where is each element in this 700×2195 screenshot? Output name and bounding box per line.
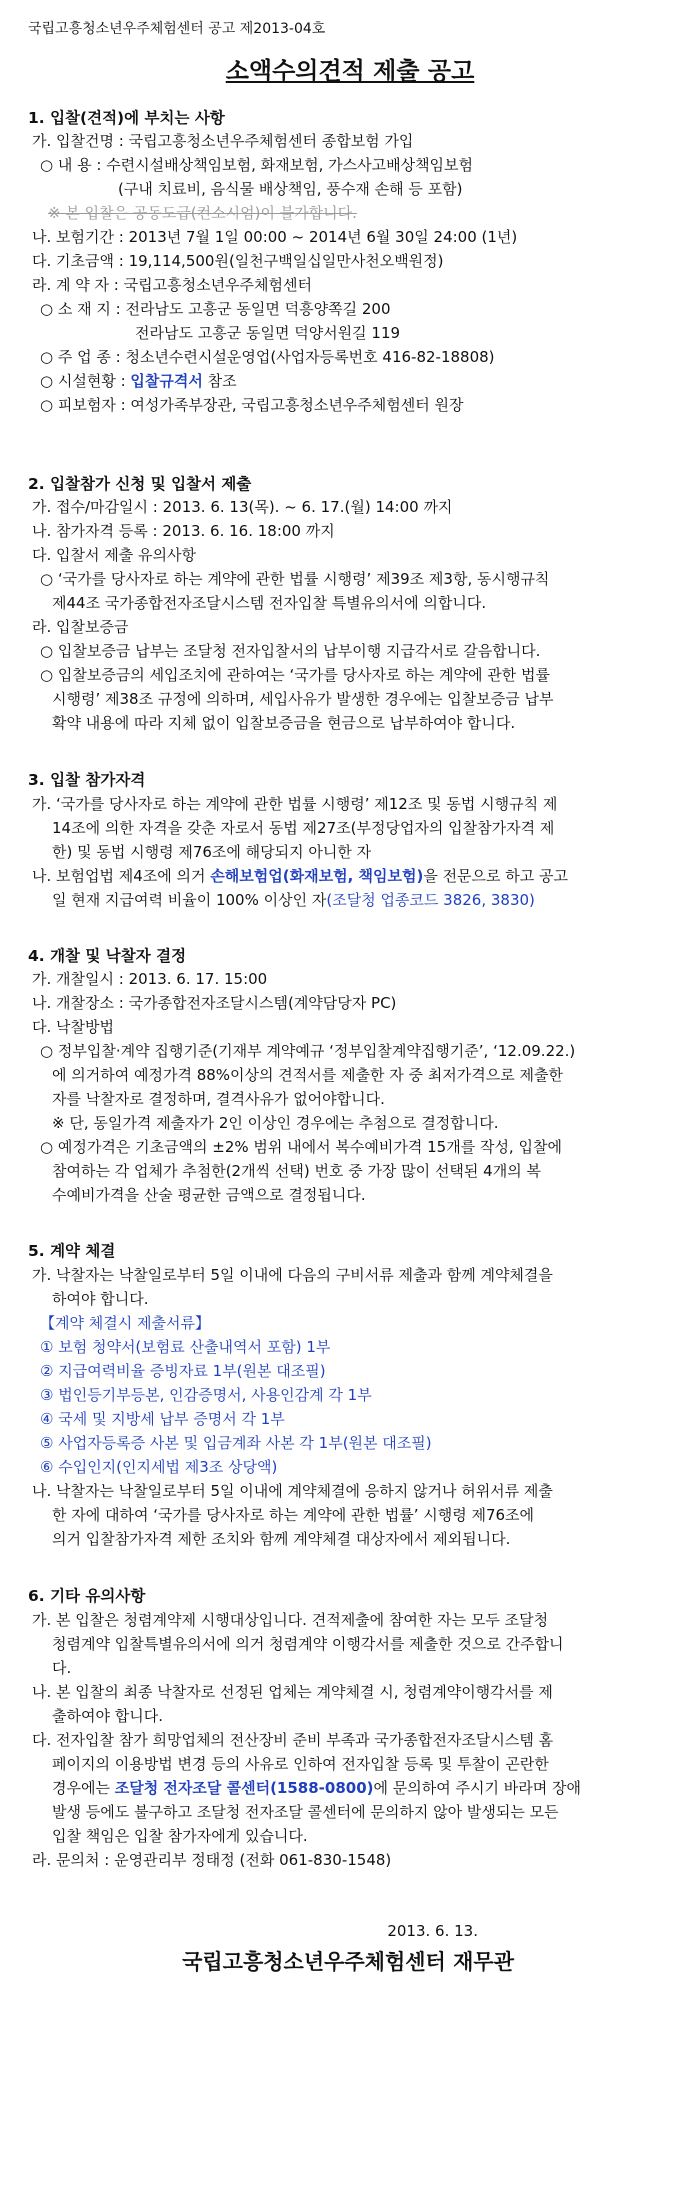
s4-line-8: ○ 예정가격은 기초금액의 ±2% 범위 내에서 복수예비가격 15개를 작성, 입찰에: [40, 1138, 562, 1156]
s6-line-10: 입찰 책임은 입찰 참가자에게 있습니다.: [52, 1827, 308, 1845]
s3-insurance-type: 손해보험업(화재보험, 책임보험): [210, 867, 424, 885]
s1-line-12: ○ 피보험자 : 여성가족부장관, 국립고흥청소년우주체험센터 원장: [40, 396, 464, 414]
s6-callcenter-suffix: 에 문의하여 주시기 바라며 장애: [373, 1779, 581, 1797]
s3-ratio-text: 일 현재 지급여력 비율이 100% 이상인 자: [52, 891, 327, 909]
s1-line-6: 다. 기초금액 : 19,114,500원(일천구백일십일만사천오백원정): [32, 252, 444, 270]
s5-line-1: 가. 낙찰자는 낙찰일로부터 5일 이내에 다음의 구비서류 제출과 함께 계약체결을: [32, 1266, 553, 1284]
section-1-heading: 1. 입찰(견적)에 부치는 사항: [28, 109, 225, 127]
s6-line-7: 페이지의 이용방법 변경 등의 사유로 인하여 전자입찰 등록 및 투찰이 곤란한: [52, 1755, 549, 1773]
s5-line-2: 하여야 합니다.: [52, 1290, 149, 1308]
s2-line-3: 다. 입찰서 제출 유의사항: [32, 546, 196, 564]
s5-line-4: 한 자에 대하여 ‘국가를 당사자로 하는 계약에 관한 법률’ 시행령 제76조에: [52, 1506, 535, 1524]
section-4-heading: 4. 개찰 및 낙찰자 결정: [28, 947, 187, 965]
s4-line-9: 참여하는 각 업체가 추첨한(2개씩 선택) 번호 중 가장 많이 선택된 4개의 복: [52, 1162, 541, 1180]
s5-line-5: 의거 입찰참가자격 제한 조치와 함께 계약체결 대상자에서 제외됩니다.: [52, 1530, 511, 1548]
s1-facility-label: ○ 시설현황 :: [40, 372, 131, 390]
issuer-signature: 국립고흥청소년우주체험센터 재무관: [182, 1950, 514, 1974]
section-6-heading: 6. 기타 유의사항: [28, 1587, 146, 1605]
s3-line-2: 14조에 의한 자격을 갖춘 자로서 동법 제27조(부정당업자의 입찰참가자격 제: [52, 819, 555, 837]
s3-insurance-prefix: 나. 보험업법 제4조에 의거: [32, 867, 211, 885]
s1-line-5: 나. 보험기간 : 2013년 7월 1일 00:00 ~ 2014년 6월 30일 24:00 (1년): [32, 228, 518, 246]
contract-doc-item: ③ 법인등기부등본, 인감증명서, 사용인감계 각 1부: [40, 1386, 372, 1404]
s2-line-9: 시행령’ 제38조 규정에 의하며, 세입사유가 발생한 경우에는 입찰보증금 납부: [52, 690, 554, 708]
callcenter-contact: 조달청 전자조달 콜센터(1588-0800): [114, 1779, 374, 1797]
s1-line-11: [40, 371, 237, 391]
s3-line-4: [32, 866, 568, 886]
s3-line-5: [52, 890, 535, 910]
section-5-heading: 5. 계약 체결: [28, 1242, 116, 1260]
s1-line-3: (구내 치료비, 음식물 배상책임, 풍수재 손해 등 포함): [118, 180, 463, 198]
section-3-heading: 3. 입찰 참가자격: [28, 771, 146, 789]
contract-docs-title: 【계약 체결시 제출서류】: [40, 1314, 210, 1332]
s2-line-7: ○ 입찰보증금 납부는 조달청 전자입찰서의 납부이행 지급각서로 갈음합니다.: [40, 642, 541, 660]
contract-doc-item: ⑤ 사업자등록증 사본 및 입금계좌 사본 각 1부(원본 대조필): [40, 1434, 432, 1452]
s2-line-5: 제44조 국가종합전자조달시스템 전자입찰 특별유의서에 의합니다.: [52, 594, 487, 612]
document-number: 국립고흥청소년우주체험센터 공고 제2013-04호: [28, 21, 326, 37]
s4-line-10: 수예비가격을 산술 평균한 금액으로 결정됩니다.: [52, 1186, 366, 1204]
s4-line-6: 자를 낙찰자로 결정하며, 결격사유가 없어야합니다.: [52, 1090, 385, 1108]
s2-line-2: 나. 참가자격 등록 : 2013. 6. 16. 18:00 까지: [32, 522, 335, 540]
s4-line-5: 에 의거하여 예정가격 88%이상의 견적서를 제출한 자 중 최저가격으로 제출한: [52, 1066, 563, 1084]
contract-doc-item: ④ 국세 및 지방세 납부 증명서 각 1부: [40, 1410, 285, 1428]
s6-line-3: 다.: [52, 1659, 72, 1677]
s3-insurance-suffix: 을 전문으로 하고 공고: [423, 867, 569, 885]
s6-line-8: [52, 1778, 581, 1798]
s2-line-4: ○ ‘국가를 당사자로 하는 계약에 관한 법률 시행령’ 제39조 제3항, 동시행규칙: [40, 570, 550, 588]
s6-line-4: 나. 본 입찰의 최종 낙찰자로 선정된 업체는 계약체결 시, 청렴계약이행각서를 제: [32, 1683, 553, 1701]
s6-line-2: 청렴계약 입찰특별유의서에 의거 청렴계약 이행각서를 제출한 것으로 간주합니: [52, 1635, 564, 1653]
s1-line-9: 전라남도 고흥군 동일면 덕양서원길 119: [135, 324, 401, 342]
s4-line-1: 가. 개찰일시 : 2013. 6. 17. 15:00: [32, 970, 268, 988]
contract-doc-item: ⑥ 수입인지(인지세법 제3조 상당액): [40, 1458, 278, 1476]
s1-line-8: ○ 소 재 지 : 전라남도 고흥군 동일면 덕흥양쪽길 200: [40, 300, 391, 318]
spec-link[interactable]: 입찰규격서: [130, 372, 203, 390]
s2-line-6: 라. 입찰보증금: [32, 618, 129, 636]
s1-facility-suffix: 참조: [202, 372, 237, 390]
s4-line-3: 다. 낙찰방법: [32, 1018, 114, 1036]
s1-line-7: 라. 계 약 자 : 국립고흥청소년우주체험센터: [32, 276, 312, 294]
s3-line-1: 가. ‘국가를 당사자로 하는 계약에 관한 법률 시행령’ 제12조 및 동법 시행규칙 제: [32, 795, 558, 813]
s5-line-3: 나. 낙찰자는 낙찰일로부터 5일 이내에 계약체결에 응하지 않거나 허위서류 제출: [32, 1482, 553, 1500]
s4-line-2: 나. 개찰장소 : 국가종합전자조달시스템(계약담당자 PC): [32, 994, 397, 1012]
s6-line-11: 라. 문의처 : 운영관리부 정태정 (전화 061-830-1548): [32, 1851, 392, 1869]
s1-line-10: ○ 주 업 종 : 청소년수련시설운영업(사업자등록번호 416-82-18808): [40, 348, 495, 366]
s1-note-consortium: ※ 본 입찰은 공동도급(컨소시엄)이 불가합니다.: [48, 204, 357, 222]
s6-line-1: 가. 본 입찰은 청렴계약제 시행대상입니다. 견적제출에 참여한 자는 모두 조달청: [32, 1611, 549, 1629]
s4-line-7: ※ 단, 동일가격 제출자가 2인 이상인 경우에는 추첨으로 결정합니다.: [52, 1114, 499, 1132]
contract-doc-item: ② 지급여력비율 증빙자료 1부(원본 대조필): [40, 1362, 326, 1380]
contract-doc-item: ① 보험 청약서(보험료 산출내역서 포함) 1부: [40, 1338, 331, 1356]
page-title: 소액수의견적 제출 공고: [225, 57, 475, 85]
s2-line-8: ○ 입찰보증금의 세입조치에 관하여는 ‘국가를 당사자로 하는 계약에 관한 법률: [40, 666, 550, 684]
s3-line-3: 한) 및 동법 시행령 제76조에 해당되지 아니한 자: [52, 843, 372, 861]
s6-line-9: 발생 등에도 불구하고 조달청 전자조달 콜센터에 문의하지 않아 발생되는 모든: [52, 1803, 559, 1821]
s2-line-10: 확약 내용에 따라 지체 없이 입찰보증금을 현금으로 납부하여야 합니다.: [52, 714, 516, 732]
s3-industry-code: (조달청 업종코드 3826, 3830): [326, 891, 535, 909]
s2-line-1: 가. 접수/마감일시 : 2013. 6. 13(목). ~ 6. 17.(월) 14:00 까지: [32, 498, 453, 516]
s6-line-6: 다. 전자입찰 참가 희망업체의 전산장비 준비 부족과 국가종합전자조달시스템 홈: [32, 1731, 554, 1749]
s1-line-1: 가. 입찰건명 : 국립고흥청소년우주체험센터 종합보험 가입: [32, 132, 414, 150]
s6-line-5: 출하여야 합니다.: [52, 1707, 163, 1725]
announcement-date: 2013. 6. 13.: [387, 1922, 478, 1940]
s1-line-2: ○ 내 용 : 수련시설배상책임보험, 화재보험, 가스사고배상책임보험: [40, 156, 474, 174]
section-2-heading: 2. 입찰참가 신청 및 입찰서 제출: [28, 475, 252, 493]
s6-callcenter-prefix: 경우에는: [52, 1779, 115, 1797]
s4-line-4: ○ 정부입찰·계약 집행기준(기재부 계약예규 ‘정부입찰계약집행기준’, ‘12.09.22.): [40, 1042, 576, 1060]
